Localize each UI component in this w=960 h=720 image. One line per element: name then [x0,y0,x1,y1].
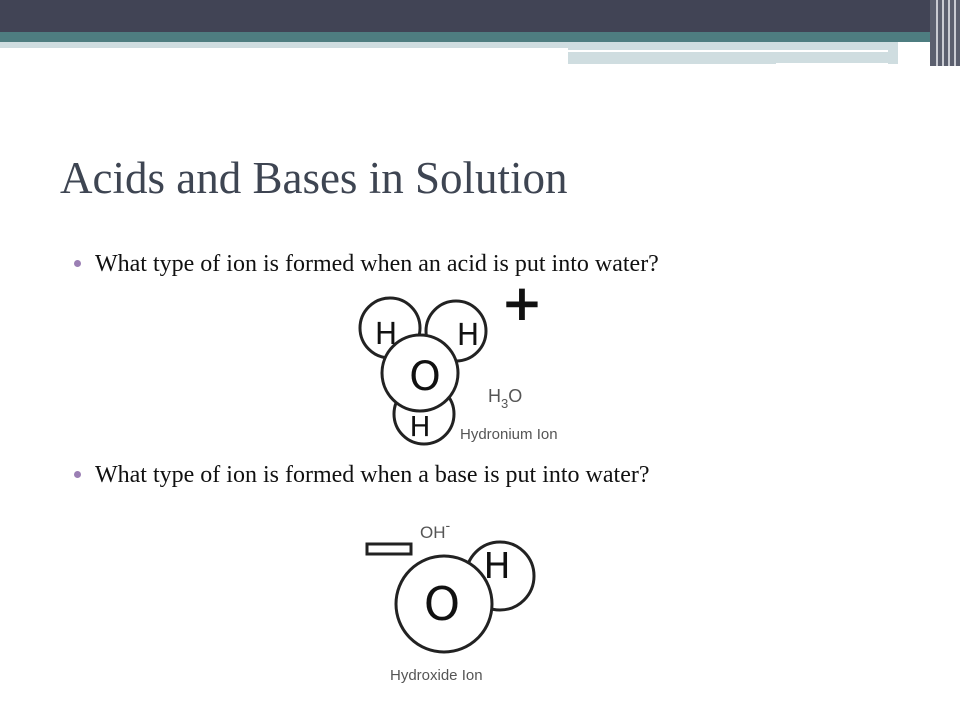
hydroxide-formula-sup: - [445,517,451,533]
hydronium-formula-h: H [488,386,501,406]
hydronium-caption: Hydronium Ion [460,426,558,443]
hydronium-label-h-left: H [374,317,398,352]
hydroxide-formula-text: OH [420,523,446,542]
hydroxide-label-o: O [423,577,461,631]
positive-charge-icon: + [501,274,543,332]
hydroxide-formula [420,517,451,542]
hydroxide-caption: Hydroxide Ion [390,667,483,684]
negative-charge-icon [367,544,411,554]
hydronium-formula [488,386,522,411]
hydronium-label-h-bottom: H [409,410,431,443]
hydronium-formula-o: O [508,386,523,406]
slide-title: Acids and Bases in Solution [60,153,568,203]
bullet-text-acid: What type of ion is formed when an acid is put into water? [95,251,659,277]
hydronium-formula-sub: 3 [501,396,509,411]
hydronium-diagram [360,274,558,444]
hydroxide-label-h: H [483,546,511,587]
bullet-text-base: What type of ion is formed when a base is put into water? [95,462,650,488]
hydroxide-diagram [367,517,534,684]
hydronium-label-h-right: H [456,318,480,353]
hydronium-label-o: O [409,354,441,400]
